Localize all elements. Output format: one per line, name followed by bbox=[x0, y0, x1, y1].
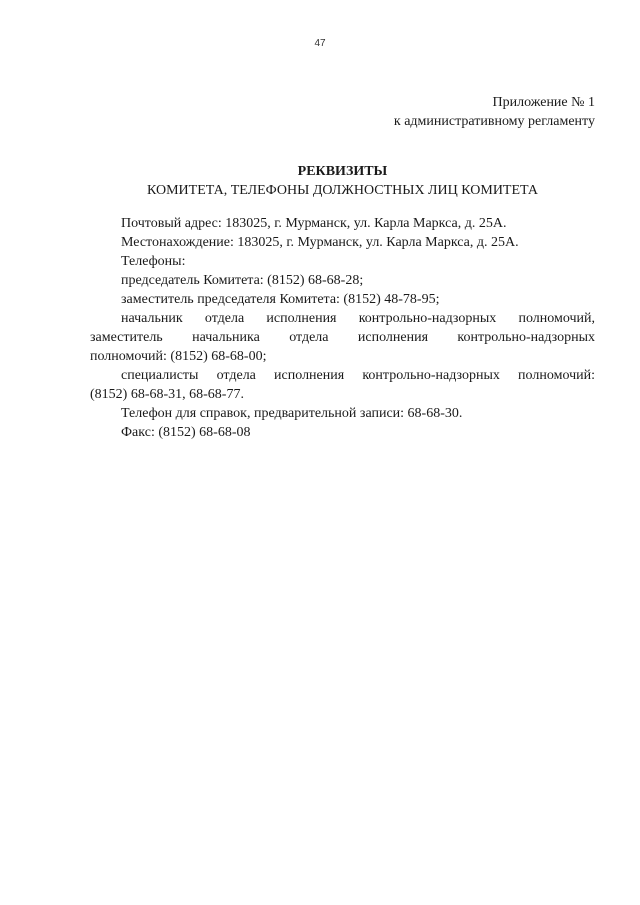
chairman-phone: председатель Комитета: (8152) 68-68-28; bbox=[121, 273, 364, 288]
appendix-header bbox=[275, 93, 595, 131]
appendix-line-2: к административному регламенту bbox=[393, 114, 595, 129]
specialists-line-2: (8152) 68-68-31, 68-68-77. bbox=[90, 387, 244, 402]
document-title bbox=[90, 162, 595, 200]
deputy-chairman-phone: заместитель председателя Комитета: (8152) 48-78-95; bbox=[121, 292, 440, 307]
specialists-line-1: специалисты отдела исполнения контрольно-надзорных полномочий: bbox=[121, 368, 595, 383]
postal-address: Почтовый адрес: 183025, г. Мурманск, ул. Карла Маркса, д. 25А. bbox=[121, 216, 507, 231]
fax: Факс: (8152) 68-68-08 bbox=[121, 425, 251, 440]
page-number: 47 bbox=[314, 38, 326, 49]
document-body bbox=[90, 214, 595, 442]
head-line-1: начальник отдела исполнения контрольно-надзорных полномочий, bbox=[121, 311, 595, 326]
head-line-3: полномочий: (8152) 68-68-00; bbox=[90, 349, 267, 364]
location: Местонахождение: 183025, г. Мурманск, ул. Карла Маркса, д. 25А. bbox=[121, 235, 519, 250]
appendix-line-1: Приложение № 1 bbox=[492, 95, 595, 110]
title-sub: КОМИТЕТА, ТЕЛЕФОНЫ ДОЛЖНОСТНЫХ ЛИЦ КОМИТЕТА bbox=[146, 183, 538, 198]
phones-label: Телефоны: bbox=[121, 254, 186, 269]
inquiry-phone: Телефон для справок, предварительной записи: 68-68-30. bbox=[121, 406, 463, 421]
head-line-2: заместитель начальника отдела исполнения контрольно-надзорных bbox=[90, 330, 595, 345]
title-main: РЕКВИЗИТЫ bbox=[297, 164, 388, 179]
